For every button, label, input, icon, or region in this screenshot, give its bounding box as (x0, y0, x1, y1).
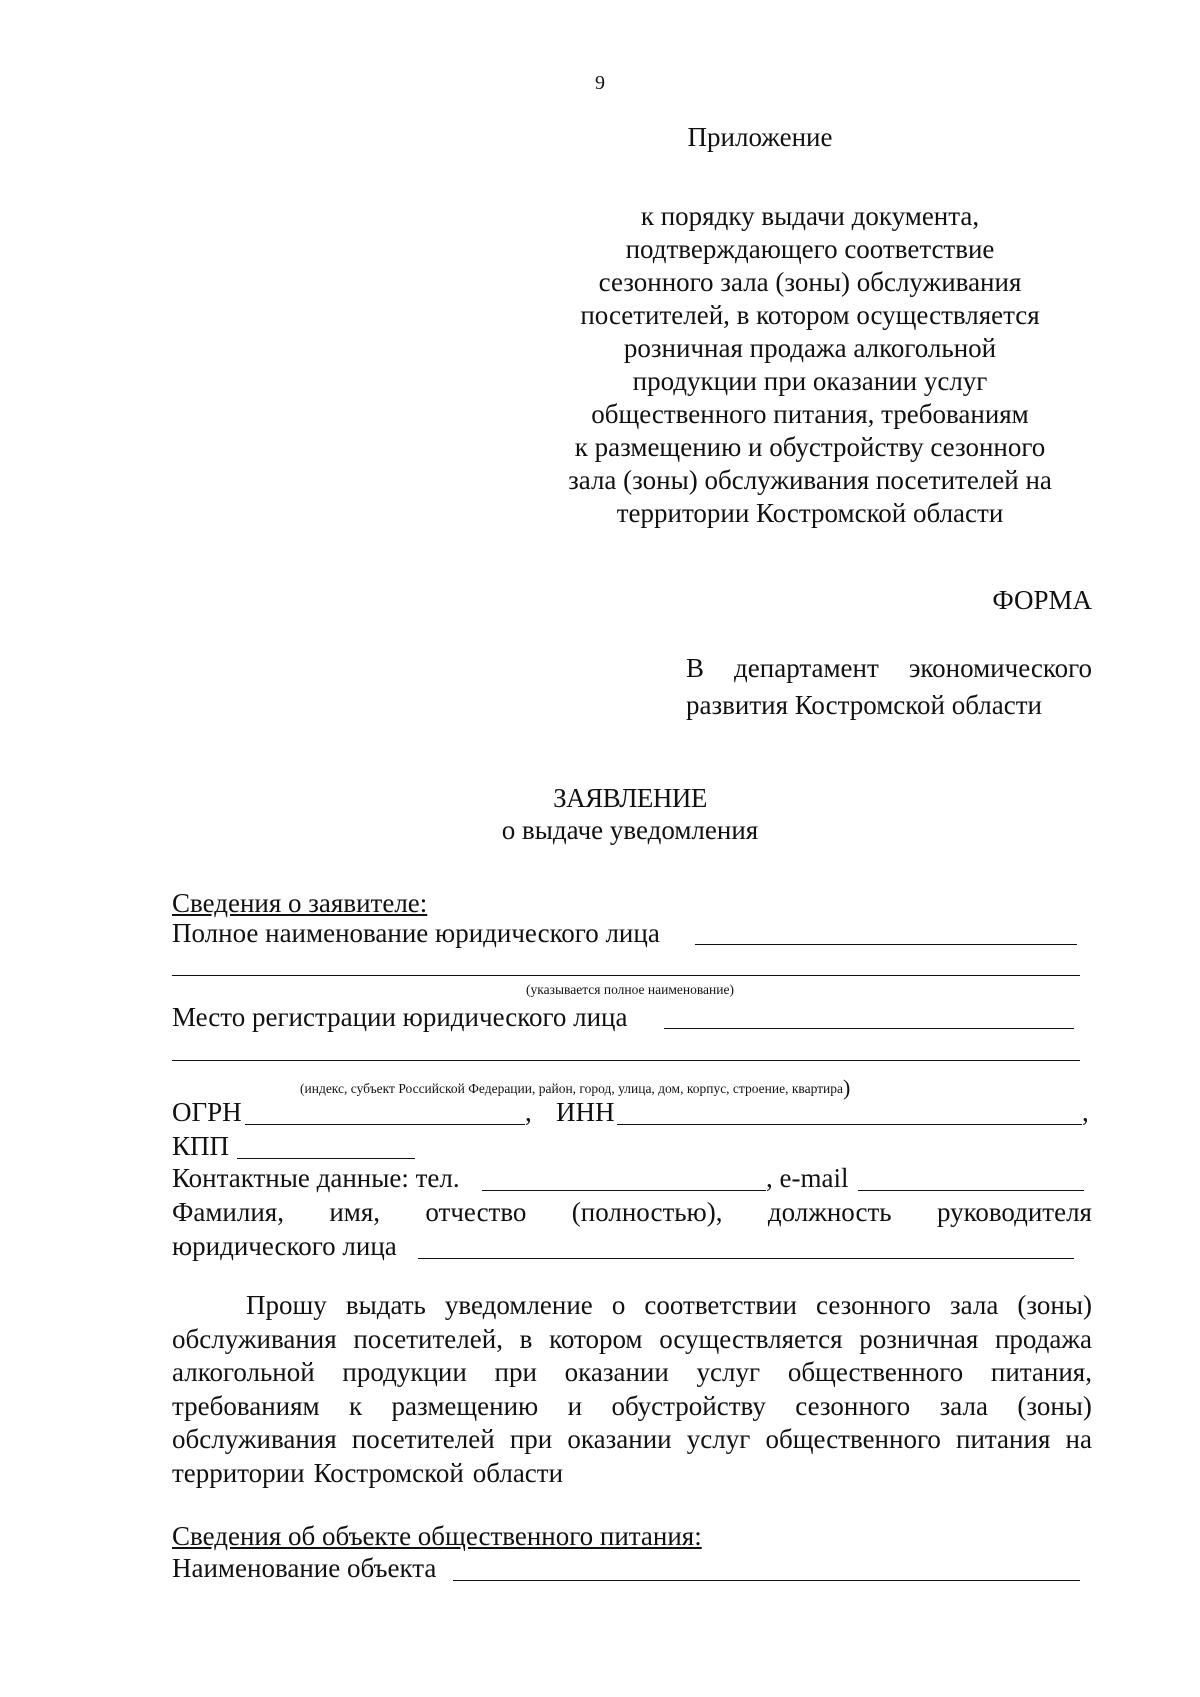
request-word: области (472, 1457, 564, 1488)
request-word: в (519, 1323, 533, 1354)
request-word: уведомление (444, 1290, 593, 1320)
request-word: общественного (765, 1424, 941, 1454)
request-word: на (1065, 1424, 1092, 1454)
appendix-line: подтверждающего соответствие (625, 234, 995, 264)
request-word: обслуживания (172, 1424, 337, 1454)
request-word: Костромской (313, 1457, 464, 1488)
request-line (172, 1289, 1092, 1323)
request-line (172, 1423, 1092, 1457)
email-field[interactable] (858, 1190, 1084, 1191)
request-word: осуществляется (659, 1323, 843, 1354)
document-title: ЗАЯВЛЕНИЕ (553, 783, 707, 813)
registration-field-line-2[interactable] (172, 1060, 1080, 1061)
request-word: зала (939, 1390, 988, 1421)
request-line (172, 1390, 1092, 1424)
inn-label: ИНН (556, 1097, 615, 1127)
addressee (686, 650, 1092, 724)
inn-field[interactable] (617, 1124, 1082, 1125)
request-line (172, 1457, 1092, 1491)
request-line (172, 1356, 1092, 1390)
request-word: размещению (391, 1390, 539, 1421)
request-word: Прошу (246, 1290, 327, 1320)
full-name-field-line-1[interactable] (695, 944, 1077, 945)
request-word: к (349, 1390, 363, 1421)
head-label-word: должность (767, 1197, 892, 1227)
request-word: продукции (342, 1357, 467, 1387)
appendix-line: к порядку выдачи документа, (640, 201, 980, 231)
request-word: при (494, 1357, 537, 1387)
request-word: о (611, 1290, 626, 1320)
kpp-field[interactable] (237, 1158, 415, 1159)
request-word: и (567, 1390, 583, 1421)
ogrn-comma: , (525, 1097, 532, 1127)
request-paragraph (172, 1289, 1092, 1490)
full-name-hint: (указывается полное наименование) (526, 982, 734, 997)
request-word: питания (956, 1424, 1051, 1454)
head-label-word: отчество (425, 1197, 527, 1227)
request-word: розничная (859, 1323, 979, 1354)
appendix-line: зала (зоны) обслуживания посетителей на (568, 465, 1052, 495)
request-word: территории (172, 1457, 305, 1488)
facility-name-field[interactable] (453, 1580, 1080, 1581)
request-word: посетителей, (353, 1323, 503, 1354)
request-word: оказании (564, 1357, 669, 1387)
head-label-word: руководителя (936, 1197, 1092, 1227)
request-word: (зоны) (1017, 1290, 1092, 1320)
appendix-line: к размещению и обустройству сезонного (574, 432, 1046, 462)
facility-section-heading: Сведения об объекте общественного питания: (172, 1521, 702, 1551)
appendix-line: общественного питания, требованиям (591, 399, 1029, 429)
contacts-label: Контактные данные: тел. (172, 1163, 460, 1193)
addressee-word: департамент (734, 653, 879, 683)
request-line (172, 1323, 1092, 1357)
request-word: общественного (787, 1357, 964, 1387)
request-word: котором (549, 1323, 643, 1354)
request-word: требованиям (172, 1390, 320, 1421)
registration-label: Место регистрации юридического лица (172, 1002, 628, 1032)
request-word: обустройству (611, 1390, 766, 1421)
document-subtitle: о выдаче уведомления (501, 815, 759, 845)
page-number: 9 (595, 72, 605, 94)
request-word: продажа (994, 1323, 1092, 1354)
addressee-word: экономического (908, 653, 1092, 683)
request-word: оказании (567, 1424, 672, 1454)
request-word: услуг (696, 1357, 761, 1387)
appendix-line: территории Костромской области (616, 498, 1004, 528)
applicant-section-heading: Сведения о заявителе: (172, 888, 428, 918)
request-word: (зоны) (1017, 1390, 1092, 1421)
appendix-description (520, 200, 1100, 530)
appendix-title: Приложение (687, 122, 833, 152)
form-label: ФОРМА (992, 585, 1092, 615)
full-name-label: Полное наименование юридического лица (172, 918, 660, 948)
registration-field-line-1[interactable] (664, 1028, 1074, 1029)
head-label-word: Фамилия, (172, 1197, 284, 1227)
phone-field[interactable] (482, 1190, 766, 1191)
request-word: при (509, 1424, 553, 1454)
request-word: зала (949, 1290, 999, 1320)
ogrn-field[interactable] (245, 1124, 525, 1125)
addressee-line-2: развития Костромской области (686, 690, 1042, 720)
request-word: выдать (345, 1290, 426, 1320)
appendix-line: сезонного зала (зоны) обслуживания (598, 267, 1022, 297)
head-label-line-2: юридического лица (172, 1231, 397, 1261)
registration-hint-paren: ) (843, 1075, 851, 1100)
email-label: , e-mail (766, 1163, 849, 1193)
appendix-line: розничная продажа алкогольной (623, 333, 997, 363)
appendix-line: посетителей, в котором осуществляется (580, 300, 1040, 330)
request-word: алкогольной (172, 1357, 315, 1387)
request-word: обслуживания (172, 1323, 337, 1354)
request-word: соответствии (644, 1290, 797, 1320)
head-label-word: имя, (329, 1197, 381, 1227)
request-word: сезонного (816, 1290, 931, 1320)
ogrn-label: ОГРН (172, 1097, 242, 1127)
appendix-line: продукции при оказании услуг (632, 366, 988, 396)
inn-comma: , (1082, 1097, 1089, 1127)
request-word: услуг (686, 1424, 751, 1454)
full-name-field-line-2[interactable] (172, 975, 1080, 976)
head-field[interactable] (418, 1258, 1074, 1259)
registration-hint-text: (индекс, субъект Российской Федерации, район, город, улица, дом, корпус, строение, квартира (300, 1081, 844, 1096)
facility-name-label: Наименование объекта (172, 1553, 437, 1583)
kpp-label: КПП (172, 1131, 230, 1161)
addressee-word: В (686, 653, 705, 683)
request-word: сезонного (795, 1390, 911, 1421)
request-word: питания, (990, 1357, 1092, 1387)
head-label-word: (полностью), (571, 1197, 723, 1227)
head-label-line (172, 1197, 1092, 1228)
request-word: посетителей (351, 1424, 495, 1454)
